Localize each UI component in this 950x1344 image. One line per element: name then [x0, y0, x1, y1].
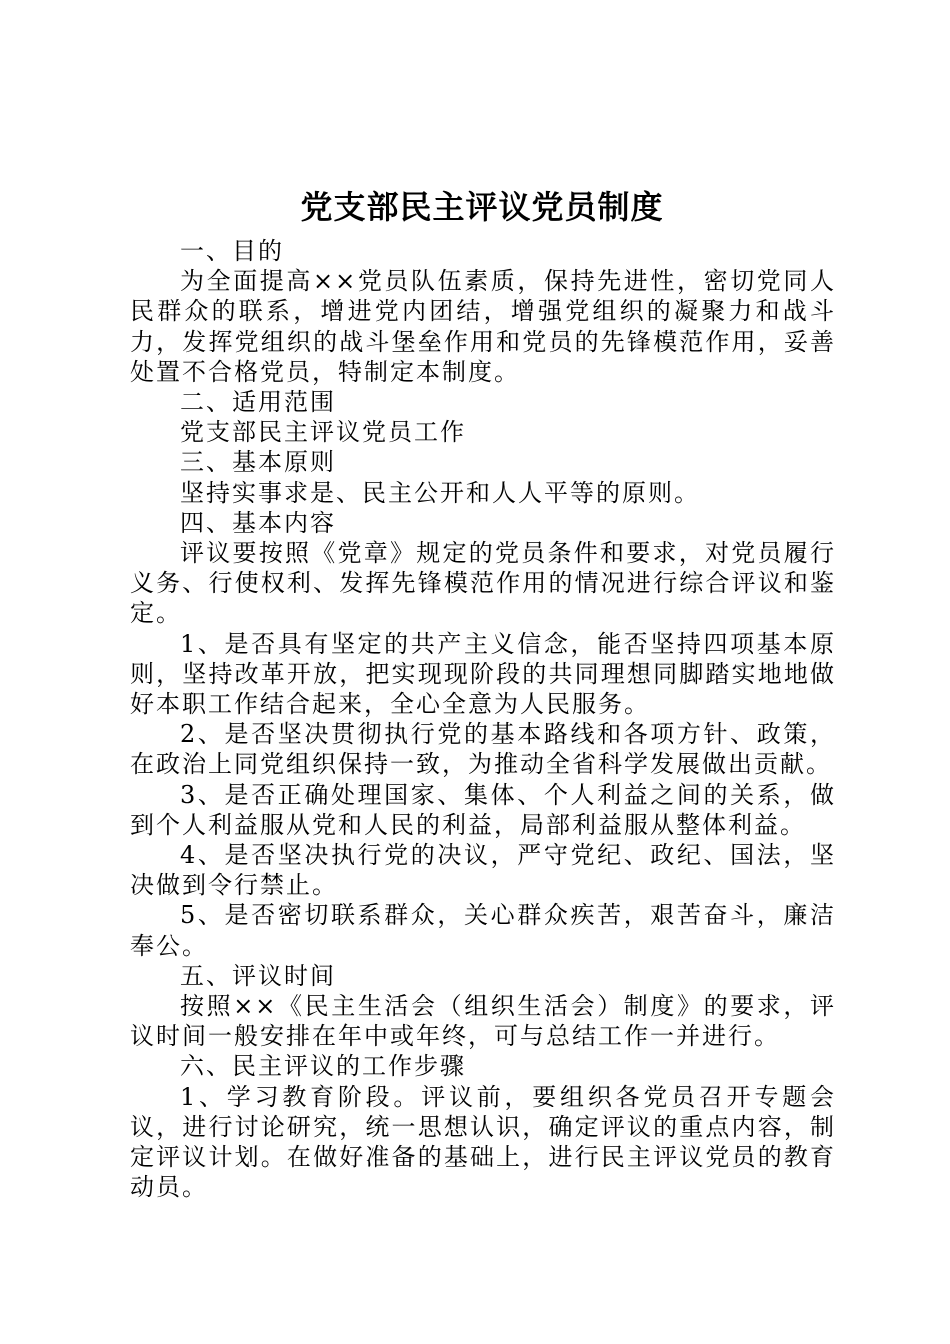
paragraph-time: 按照××《民主生活会（组织生活会）制度》的要求，评议时间一般安排在年中或年终，可与总结工作一并进行。 — [130, 992, 836, 1051]
section-heading-principles: 三、基本原则 — [180, 448, 336, 477]
paragraph-content-intro: 评议要按照《党章》规定的党员条件和要求，对党员履行义务、行使权利、发挥先锋模范作用的情况进行综合评议和鉴定。 — [130, 539, 836, 628]
section-heading-time: 五、评议时间 — [180, 961, 336, 990]
paragraph-purpose: 为全面提高××党员队伍素质，保持先进性，密切党同人民群众的联系，增进党内团结，增强党组织的凝聚力和战斗力，发挥党组织的战斗堡垒作用和党员的先锋模范作用，妥善处置不合格党员，特制定本制度。 — [130, 267, 836, 386]
section-heading-scope: 二、适用范围 — [180, 388, 336, 417]
list-item-steps-1: 1、学习教育阶段。评议前，要组织各党员召开专题会议，进行讨论研究，统一思想认识，确定评议的重点内容，制定评议计划。在做好准备的基础上，进行民主评议党员的教育动员。 — [130, 1082, 836, 1202]
document-body — [130, 236, 836, 1203]
list-item-content-1: 1、是否具有坚定的共产主义信念，能否坚持四项基本原则，坚持改革开放，把实现现阶段的共同理想同脚踏实地地做好本职工作结合起来，全心全意为人民服务。 — [130, 629, 836, 719]
paragraph-principles: 坚持实事求是、民主公开和人人平等的原则。 — [180, 478, 700, 507]
document-title: 党支部民主评议党员制度 — [300, 188, 664, 226]
section-heading-steps: 六、民主评议的工作步骤 — [180, 1052, 466, 1081]
paragraph-scope: 党支部民主评议党员工作 — [180, 418, 466, 447]
section-heading-content: 四、基本内容 — [180, 508, 336, 537]
list-item-content-2: 2、是否坚决贯彻执行党的基本路线和各项方针、政策，在政治上同党组织保持一致，为推动全省科学发展做出贡献。 — [130, 720, 836, 779]
list-item-content-5: 5、是否密切联系群众，关心群众疾苦，艰苦奋斗，廉洁奉公。 — [130, 901, 836, 960]
section-heading-purpose: 一、目的 — [180, 237, 284, 265]
list-item-content-3: 3、是否正确处理国家、集体、个人利益之间的关系，做到个人利益服从党和人民的利益，局部利益服从整体利益。 — [130, 780, 836, 839]
list-item-content-4: 4、是否坚决执行党的决议，严守党纪、政纪、国法，坚决做到令行禁止。 — [130, 841, 836, 900]
